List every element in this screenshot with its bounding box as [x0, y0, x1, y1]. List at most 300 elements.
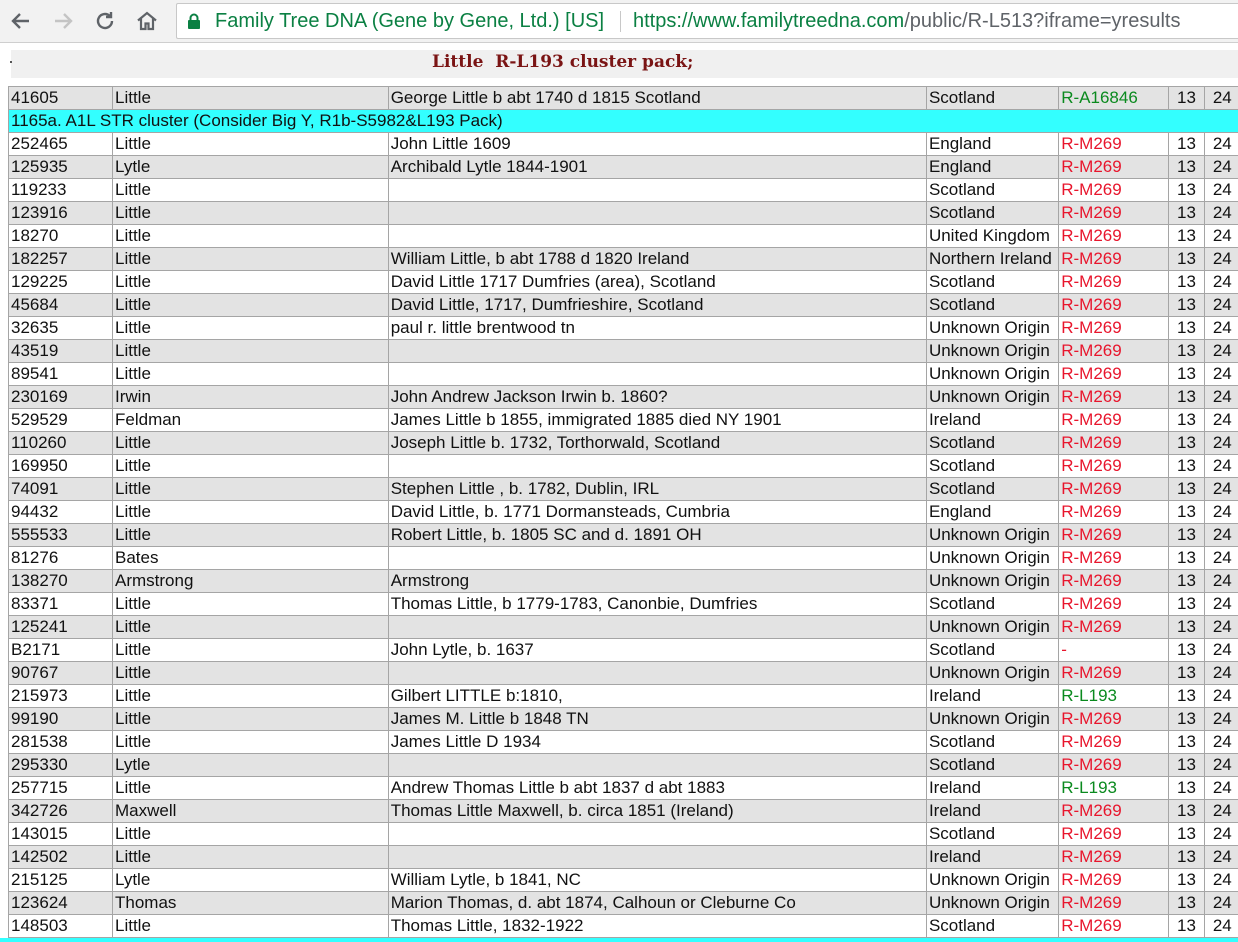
haplogroup-cell: R-M269: [1059, 754, 1168, 776]
country-cell: Scotland: [927, 87, 1058, 109]
marker-count-cell: 24: [1205, 708, 1238, 730]
haplogroup-cell: R-M269: [1059, 271, 1168, 293]
surname-cell: Little: [113, 248, 388, 270]
surname-cell: Little: [113, 685, 388, 707]
haplogroup-cell: R-M269: [1059, 846, 1168, 868]
kit-number-cell: 99190: [9, 708, 112, 730]
kit-number-cell: 148503: [9, 915, 112, 937]
kit-number-cell: 555533: [9, 524, 112, 546]
table-row[interactable]: [9, 708, 1238, 730]
surname-cell: Maxwell: [113, 800, 388, 822]
surname-cell: Armstrong: [113, 570, 388, 592]
country-cell: Unknown Origin: [927, 662, 1058, 684]
marker-count-cell: 13: [1169, 869, 1203, 891]
table-row[interactable]: [9, 777, 1238, 799]
haplogroup-cell: R-M269: [1059, 202, 1168, 224]
marker-count-cell: 24: [1205, 547, 1238, 569]
kit-number-cell: 43519: [9, 340, 112, 362]
marker-count-cell: 24: [1205, 501, 1238, 523]
country-cell: Unknown Origin: [927, 386, 1058, 408]
marker-count-cell: 24: [1205, 662, 1238, 684]
marker-count-cell: 24: [1205, 570, 1238, 592]
home-icon: [135, 9, 159, 33]
haplogroup-cell: R-L193: [1059, 777, 1168, 799]
surname-cell: Little: [113, 846, 388, 868]
kit-number-cell: 169950: [9, 455, 112, 477]
table-row[interactable]: [9, 87, 1238, 109]
marker-count-cell: 13: [1169, 662, 1203, 684]
marker-count-cell: 24: [1205, 271, 1238, 293]
forward-button[interactable]: [47, 5, 79, 37]
kit-number-cell: 143015: [9, 823, 112, 845]
ancestor-cell: [389, 662, 926, 684]
reload-icon: [93, 9, 117, 33]
haplogroup-cell: R-M269: [1059, 455, 1168, 477]
surname-cell: Little: [113, 616, 388, 638]
table-row[interactable]: [9, 386, 1238, 408]
marker-count-cell: 24: [1205, 524, 1238, 546]
surname-cell: Little: [113, 593, 388, 615]
results-table-container[interactable]: [8, 86, 1238, 942]
table-row[interactable]: [9, 639, 1238, 661]
ancestor-cell: William Little, b abt 1788 d 1820 Ireland: [389, 248, 926, 270]
ancestor-cell: Archibald Lytle 1844-1901: [389, 156, 926, 178]
table-row[interactable]: [9, 248, 1238, 270]
surname-cell: Bates: [113, 547, 388, 569]
marker-count-cell: 24: [1205, 455, 1238, 477]
kit-number-cell: 45684: [9, 294, 112, 316]
table-row[interactable]: [9, 823, 1238, 845]
marker-count-cell: 13: [1169, 524, 1203, 546]
browser-toolbar: [0, 0, 1238, 43]
surname-cell: Little: [113, 731, 388, 753]
surname-cell: Feldman: [113, 409, 388, 431]
table-row[interactable]: [9, 156, 1238, 178]
ancestor-cell: Andrew Thomas Little b abt 1837 d abt 1883: [389, 777, 926, 799]
marker-count-cell: 13: [1169, 823, 1203, 845]
country-cell: Unknown Origin: [927, 869, 1058, 891]
surname-cell: Irwin: [113, 386, 388, 408]
country-cell: Scotland: [927, 455, 1058, 477]
kit-number-cell: 129225: [9, 271, 112, 293]
country-cell: Unknown Origin: [927, 570, 1058, 592]
ancestor-cell: James M. Little b 1848 TN: [389, 708, 926, 730]
haplogroup-cell: R-M269: [1059, 915, 1168, 937]
marker-count-cell: 24: [1205, 616, 1238, 638]
kit-number-cell: 142502: [9, 846, 112, 868]
ancestor-cell: Robert Little, b. 1805 SC and d. 1891 OH: [389, 524, 926, 546]
kit-number-cell: 110260: [9, 432, 112, 454]
surname-cell: Little: [113, 501, 388, 523]
marker-count-cell: 13: [1169, 754, 1203, 776]
country-cell: United Kingdom: [927, 225, 1058, 247]
ancestor-cell: [389, 179, 926, 201]
marker-count-cell: 13: [1169, 501, 1203, 523]
marker-count-cell: 24: [1205, 639, 1238, 661]
surname-cell: Little: [113, 823, 388, 845]
country-cell: Unknown Origin: [927, 892, 1058, 914]
ancestor-cell: [389, 225, 926, 247]
country-cell: Scotland: [927, 271, 1058, 293]
ancestor-cell: Marion Thomas, d. abt 1874, Calhoun or Cleburne Co: [389, 892, 926, 914]
marker-count-cell: 24: [1205, 685, 1238, 707]
lock-icon: [187, 13, 201, 30]
kit-number-cell: 81276: [9, 547, 112, 569]
marker-count-cell: 13: [1169, 409, 1203, 431]
page-title: Little R-L193 cluster pack;: [432, 52, 694, 72]
country-cell: Northern Ireland: [927, 248, 1058, 270]
ancestor-cell: Thomas Little, b 1779-1783, Canonbie, Dumfries: [389, 593, 926, 615]
ancestor-cell: [389, 823, 926, 845]
marker-count-cell: 24: [1205, 317, 1238, 339]
table-row[interactable]: [9, 455, 1238, 477]
table-row[interactable]: [9, 409, 1238, 431]
kit-number-cell: 94432: [9, 501, 112, 523]
table-row[interactable]: [9, 616, 1238, 638]
table-row[interactable]: [9, 478, 1238, 500]
cluster-heading: 1165a. A1L STR cluster (Consider Big Y, R1b-S5982&L193 Pack): [9, 110, 1238, 132]
table-row[interactable]: [9, 179, 1238, 201]
haplogroup-cell: R-M269: [1059, 501, 1168, 523]
url-text[interactable]: [633, 4, 1180, 38]
surname-cell: Lytle: [113, 754, 388, 776]
kit-number-cell: 252465: [9, 133, 112, 155]
ancestor-cell: John Little 1609: [389, 133, 926, 155]
url-host: https://www.familytreedna.com: [633, 10, 905, 32]
country-cell: Unknown Origin: [927, 616, 1058, 638]
table-row[interactable]: [9, 754, 1238, 776]
kit-number-cell: 123624: [9, 892, 112, 914]
country-cell: Scotland: [927, 294, 1058, 316]
haplogroup-cell: R-M269: [1059, 225, 1168, 247]
kit-number-cell: 32635: [9, 317, 112, 339]
haplogroup-cell: R-M269: [1059, 547, 1168, 569]
ancestor-cell: James Little D 1934: [389, 731, 926, 753]
surname-cell: Little: [113, 87, 388, 109]
marker-count-cell: 13: [1169, 570, 1203, 592]
marker-count-cell: 13: [1169, 133, 1203, 155]
surname-cell: Little: [113, 662, 388, 684]
marker-count-cell: 24: [1205, 294, 1238, 316]
ancestor-cell: paul r. little brentwood tn: [389, 317, 926, 339]
marker-count-cell: 24: [1205, 869, 1238, 891]
country-cell: Unknown Origin: [927, 340, 1058, 362]
marker-count-cell: 24: [1205, 248, 1238, 270]
cluster-row-edge: [0, 938, 1238, 942]
surname-cell: Thomas: [113, 892, 388, 914]
bullet-dot: [10, 61, 12, 63]
surname-cell: Little: [113, 432, 388, 454]
surname-cell: Little: [113, 363, 388, 385]
ancestor-cell: Thomas Little Maxwell, b. circa 1851 (Ireland): [389, 800, 926, 822]
address-separator: [620, 11, 621, 32]
haplogroup-cell: R-M269: [1059, 248, 1168, 270]
table-row[interactable]: [9, 547, 1238, 569]
table-row[interactable]: [9, 662, 1238, 684]
table-row[interactable]: [9, 363, 1238, 385]
kit-number-cell: 74091: [9, 478, 112, 500]
country-cell: Scotland: [927, 639, 1058, 661]
results-table: [8, 86, 1238, 938]
marker-count-cell: 24: [1205, 846, 1238, 868]
haplogroup-cell: R-M269: [1059, 478, 1168, 500]
marker-count-cell: 13: [1169, 800, 1203, 822]
country-cell: Scotland: [927, 202, 1058, 224]
surname-cell: Little: [113, 455, 388, 477]
table-row[interactable]: [9, 501, 1238, 523]
table-row[interactable]: [9, 915, 1238, 937]
marker-count-cell: 24: [1205, 225, 1238, 247]
haplogroup-cell: R-M269: [1059, 409, 1168, 431]
kit-number-cell: 230169: [9, 386, 112, 408]
marker-count-cell: 13: [1169, 731, 1203, 753]
country-cell: Scotland: [927, 593, 1058, 615]
haplogroup-cell: R-M269: [1059, 800, 1168, 822]
marker-count-cell: 24: [1205, 87, 1238, 109]
marker-count-cell: 13: [1169, 386, 1203, 408]
country-cell: Unknown Origin: [927, 363, 1058, 385]
marker-count-cell: 24: [1205, 823, 1238, 845]
kit-number-cell: 281538: [9, 731, 112, 753]
marker-count-cell: 24: [1205, 386, 1238, 408]
country-cell: Scotland: [927, 432, 1058, 454]
haplogroup-cell: R-M269: [1059, 662, 1168, 684]
surname-cell: Little: [113, 915, 388, 937]
haplogroup-cell: R-M269: [1059, 294, 1168, 316]
haplogroup-cell: R-A16846: [1059, 87, 1168, 109]
table-row[interactable]: [9, 225, 1238, 247]
marker-count-cell: 24: [1205, 800, 1238, 822]
surname-cell: Little: [113, 202, 388, 224]
surname-cell: Little: [113, 133, 388, 155]
table-row[interactable]: [9, 685, 1238, 707]
country-cell: Scotland: [927, 478, 1058, 500]
marker-count-cell: 24: [1205, 593, 1238, 615]
country-cell: Ireland: [927, 846, 1058, 868]
kit-number-cell: 125935: [9, 156, 112, 178]
kit-number-cell: 138270: [9, 570, 112, 592]
haplogroup-cell: R-M269: [1059, 869, 1168, 891]
marker-count-cell: 13: [1169, 363, 1203, 385]
country-cell: Ireland: [927, 777, 1058, 799]
ancestor-cell: [389, 340, 926, 362]
table-row[interactable]: [9, 846, 1238, 868]
table-row[interactable]: [9, 892, 1238, 914]
marker-count-cell: 13: [1169, 455, 1203, 477]
haplogroup-cell: R-M269: [1059, 616, 1168, 638]
surname-cell: Little: [113, 708, 388, 730]
table-row[interactable]: [9, 593, 1238, 615]
marker-count-cell: 13: [1169, 340, 1203, 362]
kit-number-cell: 89541: [9, 363, 112, 385]
ancestor-cell: David Little 1717 Dumfries (area), Scotland: [389, 271, 926, 293]
marker-count-cell: 24: [1205, 202, 1238, 224]
marker-count-cell: 13: [1169, 892, 1203, 914]
haplogroup-cell: R-M269: [1059, 524, 1168, 546]
ancestor-cell: [389, 363, 926, 385]
country-cell: Ireland: [927, 800, 1058, 822]
reload-button[interactable]: [89, 5, 121, 37]
table-row[interactable]: [9, 570, 1238, 592]
kit-number-cell: 215973: [9, 685, 112, 707]
marker-count-cell: 24: [1205, 363, 1238, 385]
haplogroup-cell: R-M269: [1059, 340, 1168, 362]
haplogroup-cell: R-M269: [1059, 892, 1168, 914]
ancestor-cell: David Little, 1717, Dumfrieshire, Scotland: [389, 294, 926, 316]
ancestor-cell: [389, 846, 926, 868]
kit-number-cell: 257715: [9, 777, 112, 799]
marker-count-cell: 24: [1205, 340, 1238, 362]
ancestor-cell: [389, 202, 926, 224]
surname-cell: Little: [113, 271, 388, 293]
surname-cell: Little: [113, 478, 388, 500]
marker-count-cell: 13: [1169, 225, 1203, 247]
marker-count-cell: 13: [1169, 179, 1203, 201]
haplogroup-cell: R-M269: [1059, 823, 1168, 845]
table-row[interactable]: [9, 340, 1238, 362]
ancestor-cell: Stephen Little , b. 1782, Dublin, IRL: [389, 478, 926, 500]
kit-number-cell: 90767: [9, 662, 112, 684]
surname-cell: Little: [113, 340, 388, 362]
table-row[interactable]: [9, 133, 1238, 155]
table-row[interactable]: [9, 524, 1238, 546]
marker-count-cell: 24: [1205, 432, 1238, 454]
ancestor-cell: Joseph Little b. 1732, Torthorwald, Scotland: [389, 432, 926, 454]
ancestor-cell: James Little b 1855, immigrated 1885 died NY 1901: [389, 409, 926, 431]
marker-count-cell: 13: [1169, 202, 1203, 224]
kit-number-cell: 41605: [9, 87, 112, 109]
country-cell: Ireland: [927, 409, 1058, 431]
ancestor-cell: Armstrong: [389, 570, 926, 592]
table-row[interactable]: [9, 202, 1238, 224]
marker-count-cell: 13: [1169, 846, 1203, 868]
marker-count-cell: 24: [1205, 478, 1238, 500]
marker-count-cell: 13: [1169, 294, 1203, 316]
marker-count-cell: 24: [1205, 179, 1238, 201]
ancestor-cell: Thomas Little, 1832-1922: [389, 915, 926, 937]
table-row[interactable]: [9, 731, 1238, 753]
arrow-left-icon: [9, 9, 33, 33]
kit-number-cell: 529529: [9, 409, 112, 431]
kit-number-cell: 182257: [9, 248, 112, 270]
table-row[interactable]: [9, 271, 1238, 293]
haplogroup-cell: R-M269: [1059, 386, 1168, 408]
haplogroup-cell: R-M269: [1059, 363, 1168, 385]
marker-count-cell: 13: [1169, 616, 1203, 638]
arrow-right-icon: [51, 9, 75, 33]
country-cell: Scotland: [927, 179, 1058, 201]
ancestor-cell: David Little, b. 1771 Dormansteads, Cumbria: [389, 501, 926, 523]
marker-count-cell: 24: [1205, 731, 1238, 753]
surname-cell: Lytle: [113, 156, 388, 178]
ancestor-cell: George Little b abt 1740 d 1815 Scotland: [389, 87, 926, 109]
marker-count-cell: 13: [1169, 708, 1203, 730]
marker-count-cell: 13: [1169, 639, 1203, 661]
marker-count-cell: 13: [1169, 432, 1203, 454]
country-cell: Scotland: [927, 823, 1058, 845]
haplogroup-cell: R-M269: [1059, 708, 1168, 730]
table-row[interactable]: [9, 800, 1238, 822]
marker-count-cell: 13: [1169, 915, 1203, 937]
surname-cell: Little: [113, 317, 388, 339]
surname-cell: Little: [113, 294, 388, 316]
marker-count-cell: 24: [1205, 915, 1238, 937]
kit-number-cell: 342726: [9, 800, 112, 822]
haplogroup-cell: R-M269: [1059, 432, 1168, 454]
marker-count-cell: 24: [1205, 892, 1238, 914]
surname-cell: Little: [113, 179, 388, 201]
haplogroup-cell: R-M269: [1059, 179, 1168, 201]
country-cell: England: [927, 156, 1058, 178]
country-cell: Scotland: [927, 731, 1058, 753]
kit-number-cell: B2171: [9, 639, 112, 661]
home-button[interactable]: [131, 5, 163, 37]
marker-count-cell: 24: [1205, 133, 1238, 155]
haplogroup-cell: R-M269: [1059, 731, 1168, 753]
surname-cell: Lytle: [113, 869, 388, 891]
ancestor-cell: [389, 616, 926, 638]
marker-count-cell: 13: [1169, 248, 1203, 270]
marker-count-cell: 24: [1205, 777, 1238, 799]
haplogroup-cell: R-M269: [1059, 133, 1168, 155]
marker-count-cell: 24: [1205, 409, 1238, 431]
kit-number-cell: 83371: [9, 593, 112, 615]
kit-number-cell: 125241: [9, 616, 112, 638]
table-row[interactable]: [9, 432, 1238, 454]
marker-count-cell: 13: [1169, 593, 1203, 615]
kit-number-cell: 215125: [9, 869, 112, 891]
country-cell: Unknown Origin: [927, 317, 1058, 339]
ancestor-cell: John Andrew Jackson Irwin b. 1860?: [389, 386, 926, 408]
haplogroup-cell: R-M269: [1059, 593, 1168, 615]
marker-count-cell: 24: [1205, 754, 1238, 776]
marker-count-cell: 24: [1205, 156, 1238, 178]
table-row[interactable]: [9, 869, 1238, 891]
ancestor-cell: Gilbert LITTLE b:1810,: [389, 685, 926, 707]
country-cell: Scotland: [927, 754, 1058, 776]
surname-cell: Little: [113, 777, 388, 799]
country-cell: England: [927, 501, 1058, 523]
country-cell: Unknown Origin: [927, 547, 1058, 569]
kit-number-cell: 119233: [9, 179, 112, 201]
ancestor-cell: William Lytle, b 1841, NC: [389, 869, 926, 891]
site-identity: Family Tree DNA (Gene by Gene, Ltd.) [US]: [215, 10, 605, 32]
back-button[interactable]: [5, 5, 37, 37]
ancestor-cell: [389, 455, 926, 477]
haplogroup-cell: R-M269: [1059, 317, 1168, 339]
country-cell: Unknown Origin: [927, 708, 1058, 730]
marker-count-cell: 13: [1169, 685, 1203, 707]
marker-count-cell: 13: [1169, 317, 1203, 339]
marker-count-cell: 13: [1169, 547, 1203, 569]
cluster-heading-row: [9, 110, 1238, 132]
kit-number-cell: 295330: [9, 754, 112, 776]
kit-number-cell: 123916: [9, 202, 112, 224]
surname-cell: Little: [113, 225, 388, 247]
table-row[interactable]: [9, 317, 1238, 339]
country-cell: Ireland: [927, 685, 1058, 707]
ancestor-cell: [389, 547, 926, 569]
surname-cell: Little: [113, 524, 388, 546]
haplogroup-cell: -: [1059, 639, 1168, 661]
ancestor-cell: [389, 754, 926, 776]
url-path: /public/R-L513?iframe=yresults: [904, 10, 1181, 32]
marker-count-cell: 13: [1169, 271, 1203, 293]
country-cell: England: [927, 133, 1058, 155]
ancestor-cell: John Lytle, b. 1637: [389, 639, 926, 661]
address-bar[interactable]: [176, 3, 1238, 39]
table-row[interactable]: [9, 294, 1238, 316]
